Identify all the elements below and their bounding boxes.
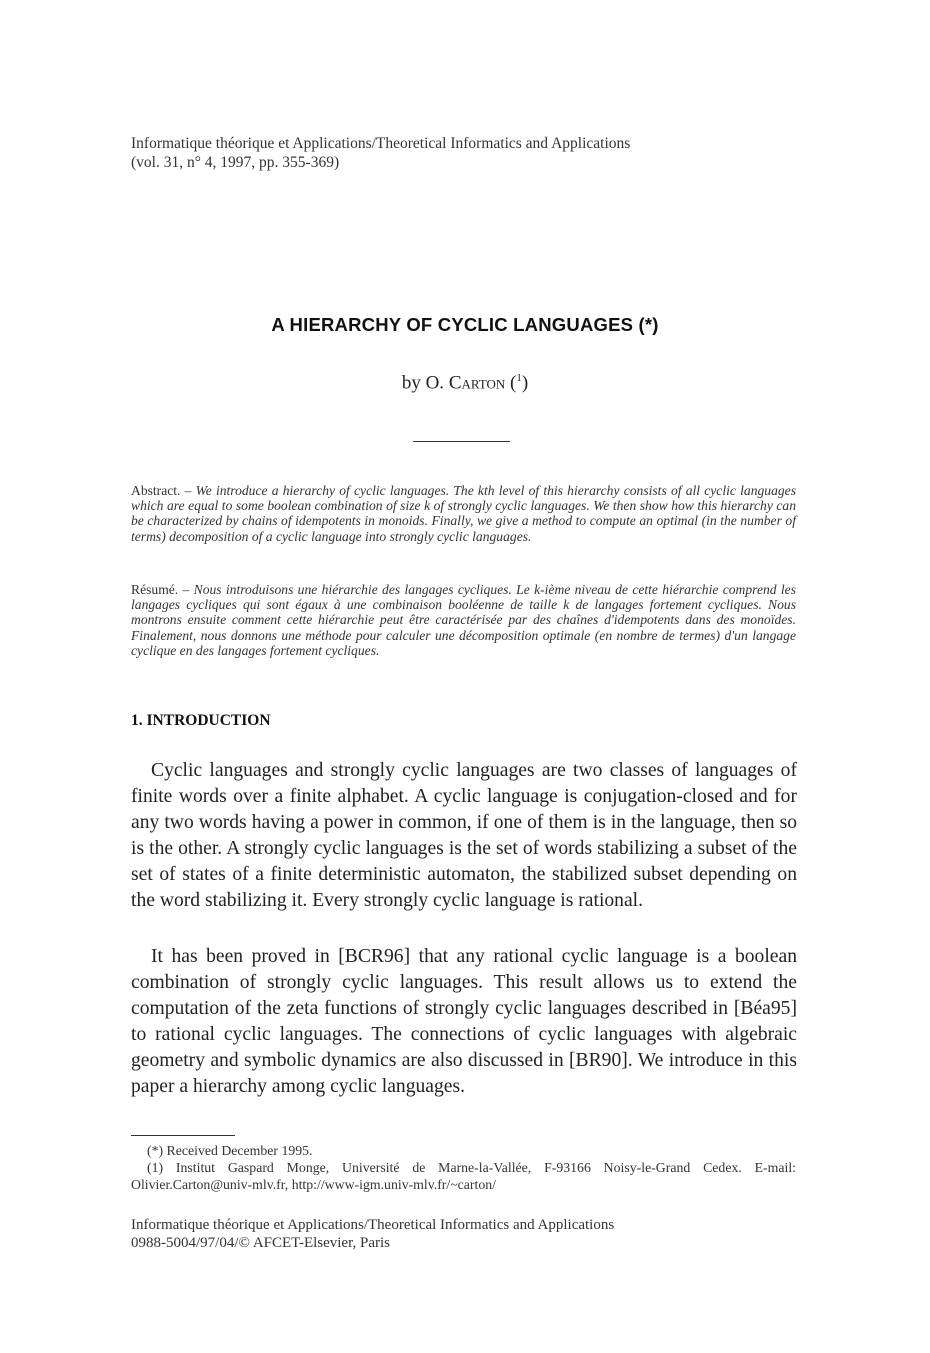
footnote-affiliation: (1) Institut Gaspard Monge, Université de Marne-la-Vallée, F-93166 Noisy-le-Grand Cedex. E-mail: Olivier.Carton@univ-mlv.fr, http://www-igm.univ-mlv.fr/~carton/ [131, 1160, 796, 1192]
resume-text: Nous introduisons une hiérarchie des langages cycliques. Le k-ième niveau de cette hiérarchie comprend les langages cycliques qui sont égaux à une combinaison booléenne de taille k de langages fortement cycliques. Nous montrons ensuite comment cette hiérarchie peut être caractérisée par des chaînes d'idempotents dans des monoïdes. Finalement, nous donnons une méthode pour calculer une décomposition optimale (en nombre de termes) d'un langage cyclique en des langages fortement cycliques. [131, 582, 796, 658]
journal-footer [131, 1216, 614, 1252]
resume-lead: Résumé. – [131, 582, 194, 597]
author-name: Carton [448, 372, 506, 394]
journal-header [131, 134, 630, 172]
author-prefix: by O. [401, 372, 449, 394]
paper-title: A HIERARCHY OF CYCLIC LANGUAGES (*) [271, 314, 659, 335]
author-line [0, 372, 930, 394]
author-footnote-mark: 1 [516, 372, 522, 384]
footnote-divider [131, 1135, 235, 1136]
section-heading: 1. INTRODUCTION [131, 712, 271, 729]
footnote-received: (*) Received December 1995. [147, 1143, 313, 1158]
author-mark-close: ) [521, 372, 529, 394]
body-paragraph-2: It has been proved in [BCR96] that any rational cyclic language is a boolean combination of strongly cyclic languages. This result allows us to extend the computation of the zeta functions of strongly cyclic languages described in [Béa95] to rational cyclic languages. The connections of cyclic languages with algebraic geometry and symbolic dynamics are also discussed in [BR90]. We introduce in this paper a hierarchy among cyclic languages. [131, 946, 797, 1097]
journal-header-line2: (vol. 31, n° 4, 1997, pp. 355-369) [131, 154, 340, 171]
journal-footer-line2: 0988-5004/97/04/© AFCET-Elsevier, Paris [131, 1235, 390, 1251]
abstract [131, 483, 796, 544]
abstract-lead: Abstract. – [131, 483, 196, 498]
resume [131, 582, 796, 658]
abstract-text: We introduce a hierarchy of cyclic languages. The kth level of this hierarchy consists of all cyclic languages which are equal to some boolean combination of size k of strongly cyclic languages. We then show how this hierarchy can be characterized by chains of idempotents in monoids. Finally, we give a method to compute an optimal (in the number of terms) decomposition of a cyclic language into strongly cyclic languages. [131, 483, 797, 544]
body-paragraph-1: Cyclic languages and strongly cyclic languages are two classes of languages of finite words over a finite alphabet. A cyclic language is conjugation-closed and for any two words having a power in common, if one of them is in the language, then so is the other. A strongly cyclic languages is the set of words stabilizing a subset of the set of states of a finite deterministic automaton, the stabilized subset depending on the word stabilizing it. Every strongly cyclic language is rational. [131, 760, 797, 911]
journal-header-line1: Informatique théorique et Applications/Theoretical Informatics and Applications [131, 135, 631, 152]
title-divider [413, 441, 510, 442]
journal-footer-line1: Informatique théorique et Applications/Theoretical Informatics and Applications [131, 1217, 615, 1233]
author-mark-open: ( [505, 372, 517, 394]
